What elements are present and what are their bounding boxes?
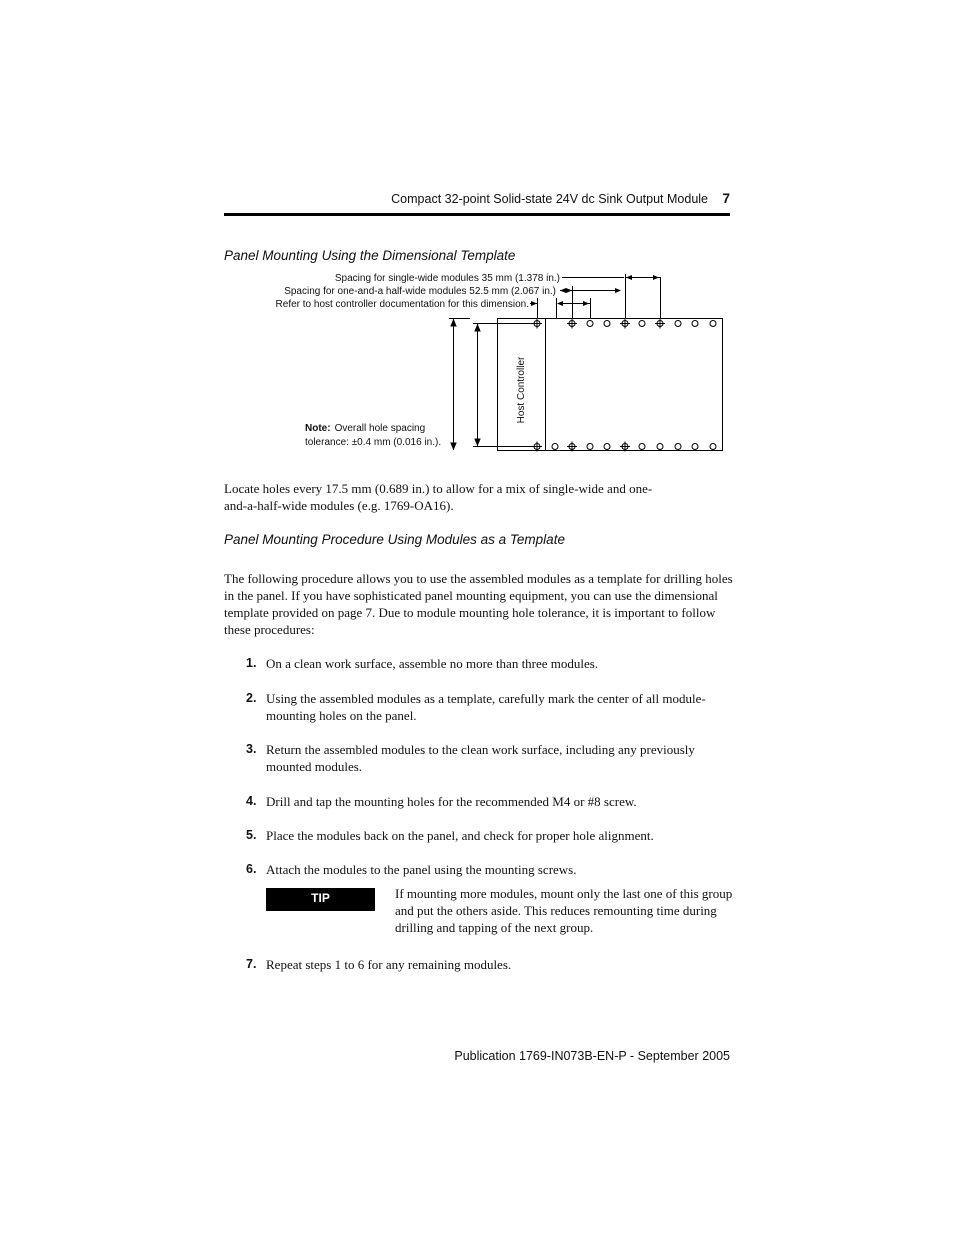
step-number: 5. <box>246 828 257 842</box>
arrowhead <box>475 439 480 445</box>
mounting-hole <box>587 444 593 450</box>
mounting-hole <box>657 444 663 450</box>
mounting-hole <box>692 444 698 450</box>
paragraph-locate-holes: Locate holes every 17.5 mm (0.689 in.) to allow for a mix of single-wide and one-and-a-half-wide modules (e.g. 1769-OA16). <box>224 481 653 513</box>
arrowhead <box>583 301 589 306</box>
step-text: Drill and tap the mounting holes for the recommended M4 or #8 screw. <box>266 794 637 809</box>
hole-crosshair <box>620 319 630 329</box>
mounting-hole <box>604 321 610 327</box>
step-text: Place the modules back on the panel, and check for proper hole alignment. <box>266 828 654 843</box>
hole-crosshair <box>567 319 577 329</box>
mounting-hole <box>639 444 645 450</box>
step-number: 1. <box>246 656 257 670</box>
arrowhead <box>557 301 563 306</box>
step-text: Using the assembled modules as a template, carefully mark the center of all module-mounting holes on the panel. <box>266 691 706 723</box>
note-line-2: tolerance: ±0.4 mm (0.016 in.). <box>305 437 442 448</box>
step-number: 3. <box>246 742 257 756</box>
arrowhead <box>653 275 659 280</box>
mounting-hole <box>639 321 645 327</box>
step-number: 6. <box>246 862 257 876</box>
arrowhead <box>626 275 632 280</box>
mounting-hole <box>604 444 610 450</box>
paragraph-procedure-intro: The following procedure allows you to use the assembled modules as a template for drilling holes in the panel. If you have sophisticated panel mounting equipment, you can use the dimensional template provided on page 7. Due to module mounting hole tolerance, it is important to follow these procedures: <box>224 571 733 637</box>
module-area-outline <box>546 319 723 451</box>
label-single-wide-spacing: Spacing for single-wide modules 35 mm (1.378 in.) <box>334 273 560 284</box>
arrowhead <box>451 320 456 326</box>
tip-label: TIP <box>266 888 375 911</box>
note-line-1 <box>305 423 425 434</box>
header-title: Compact 32-point Solid-state 24V dc Sink Output Module <box>391 192 708 206</box>
label-one-half-wide-spacing: Spacing for one-and-a half-wide modules 52.5 mm (2.067 in.) <box>284 286 556 297</box>
arrowhead <box>560 288 566 293</box>
note-label: Note: <box>305 423 331 434</box>
arrowhead <box>475 325 480 331</box>
tip-text: If mounting more modules, mount only the last one of this group and put the others aside. This reduces remounting time during drilling and tapping of the next group. <box>395 886 733 935</box>
step-text: Attach the modules to the panel using the mounting screws. <box>266 862 577 877</box>
step-number: 2. <box>246 691 257 705</box>
mounting-hole <box>692 321 698 327</box>
arrowhead <box>615 288 621 293</box>
mounting-hole <box>675 444 681 450</box>
host-controller-label: Host Controller <box>516 356 527 424</box>
step-text: Return the assembled modules to the clean work surface, including any previously mounted modules. <box>266 742 695 774</box>
publication-footer: Publication 1769-IN073B-EN-P - September 2005 <box>454 1049 730 1063</box>
step-text: On a clean work surface, assemble no more than three modules. <box>266 656 599 671</box>
arrowhead <box>566 288 572 293</box>
mounting-hole <box>587 321 593 327</box>
step-number: 7. <box>246 957 257 971</box>
section-heading-modules-template: Panel Mounting Procedure Using Modules as a Template <box>224 532 565 547</box>
mounting-hole <box>710 321 716 327</box>
arrowhead <box>531 301 537 306</box>
step-number: 4. <box>246 794 257 808</box>
hole-crosshair <box>655 319 665 329</box>
mounting-hole <box>552 444 558 450</box>
step-text: Repeat steps 1 to 6 for any remaining modules. <box>266 957 512 972</box>
section-heading-dimensional-template: Panel Mounting Using the Dimensional Template <box>224 248 516 263</box>
mounting-hole <box>710 444 716 450</box>
page-number: 7 <box>722 191 730 206</box>
label-host-dimension: Refer to host controller documentation for this dimension. <box>275 299 529 310</box>
arrowhead <box>451 443 456 449</box>
note-line-1-text: Overall hole spacing <box>334 423 426 434</box>
mounting-hole <box>675 321 681 327</box>
dimensional-template-diagram <box>0 0 954 470</box>
hole-crosshair <box>532 319 542 329</box>
